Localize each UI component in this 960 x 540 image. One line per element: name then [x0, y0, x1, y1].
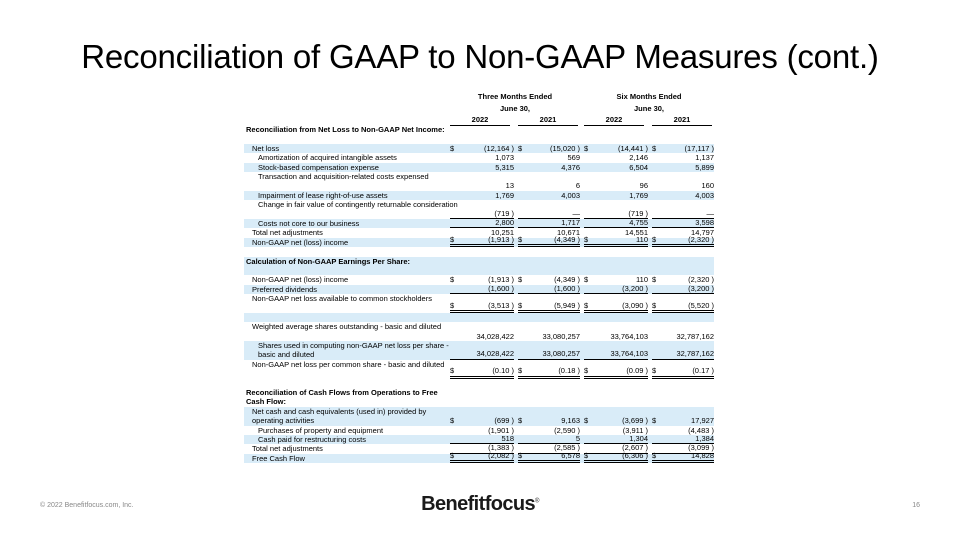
cell-value: (0.09 )	[626, 366, 648, 376]
currency-symbol: $	[584, 275, 589, 285]
header-sub-date: June 30,	[633, 104, 664, 113]
cell-value: (3,090 )	[622, 300, 648, 310]
cell-value: 34,028,422	[476, 349, 514, 359]
value-cell	[652, 349, 714, 359]
cell-value: 32,787,162	[676, 349, 714, 359]
value-cell	[652, 153, 714, 162]
cell-value: (719 )	[628, 208, 648, 218]
value-cell	[518, 349, 580, 359]
currency-symbol: $	[518, 300, 523, 310]
currency-symbol: $	[450, 234, 455, 244]
cell-value: 32,787,162	[676, 331, 714, 341]
page-title: Reconciliation of GAAP to Non-GAAP Measures (cont.)	[81, 38, 879, 75]
spacer	[244, 247, 714, 256]
row-label: Cash paid for restructuring costs	[258, 435, 366, 445]
cell-value: (15,020 )	[549, 143, 580, 153]
value-cell	[518, 218, 580, 228]
header-year: 2022	[450, 115, 510, 126]
row-label: Non-GAAP net (loss) income	[252, 237, 349, 247]
value-cell	[518, 301, 580, 313]
value-cell	[518, 284, 580, 294]
row-label: Purchases of property and equipment	[258, 425, 384, 435]
row-label: Non-GAAP net (loss) income	[252, 275, 349, 285]
currency-symbol: $	[652, 143, 657, 153]
value-cell	[450, 191, 514, 200]
value-cell	[584, 191, 648, 200]
cell-value: 3,598	[695, 217, 714, 227]
currency-symbol: $	[652, 450, 657, 460]
value-cell	[584, 235, 648, 247]
value-cell	[652, 301, 714, 313]
table-row	[244, 172, 714, 191]
table-row	[244, 294, 714, 313]
currency-symbol: $	[584, 366, 589, 376]
table-row	[244, 285, 714, 294]
cell-value: 96	[639, 181, 648, 191]
row-label: Total net adjustments	[252, 444, 323, 454]
cell-value: (1,600 )	[554, 283, 580, 293]
currency-symbol: $	[652, 416, 657, 426]
cell-value: 160	[701, 181, 714, 191]
cell-value: 10,671	[557, 228, 580, 238]
value-cell	[652, 284, 714, 294]
currency-symbol: $	[652, 275, 657, 285]
cell-value: (14,441 )	[617, 143, 648, 153]
cell-value: (1,901 )	[488, 425, 514, 435]
registered-mark: ®	[535, 498, 539, 505]
cell-value: (5,520 )	[688, 300, 714, 310]
table-row	[244, 144, 714, 153]
cell-value: —	[572, 208, 580, 218]
value-cell	[450, 349, 514, 359]
value-cell	[652, 144, 714, 153]
value-cell	[584, 163, 648, 172]
cell-value: (2,585 )	[554, 443, 580, 453]
currency-symbol: $	[450, 416, 455, 426]
cell-value: 1,137	[695, 153, 714, 163]
value-cell	[518, 163, 580, 172]
value-cell	[518, 416, 580, 425]
currency-symbol: $	[518, 416, 523, 426]
cell-value: 33,764,103	[610, 349, 648, 359]
cell-value: 6,504	[629, 162, 648, 172]
cell-value: 1,304	[629, 434, 648, 444]
cell-value: 33,080,257	[542, 349, 580, 359]
row-label: Weighted average shares outstanding - basic and diluted	[252, 322, 442, 332]
cell-value: 4,003	[695, 190, 714, 200]
table-row	[244, 360, 714, 379]
cell-value: (3,200 )	[688, 283, 714, 293]
value-cell	[518, 153, 580, 162]
row-label: Non-GAAP net loss available to common stockholders	[252, 294, 432, 304]
cell-value: 1,073	[495, 153, 514, 163]
value-cell	[652, 181, 714, 190]
currency-symbol: $	[450, 143, 455, 153]
cell-value: 6,578	[561, 450, 580, 460]
value-cell	[518, 235, 580, 247]
cell-value: 5	[575, 434, 580, 444]
value-cell	[450, 218, 514, 228]
cell-value: (3,200 )	[622, 283, 648, 293]
value-cell	[652, 191, 714, 200]
cell-value: (0.10 )	[492, 366, 514, 376]
row-label: Non-GAAP net loss per common share - basic and diluted	[252, 359, 445, 369]
row-label: Net loss	[252, 143, 280, 153]
currency-symbol: $	[584, 450, 589, 460]
row-label: Impairment of lease right-of-use assets	[258, 190, 388, 200]
cell-value: 2,146	[629, 153, 648, 163]
cell-value: 9,163	[561, 416, 580, 426]
currency-symbol: $	[652, 300, 657, 310]
table-row	[244, 322, 714, 341]
value-cell	[584, 416, 648, 425]
cell-value: (1,383 )	[488, 443, 514, 453]
currency-symbol: $	[584, 143, 589, 153]
page-number: 16	[912, 502, 920, 509]
reconciliation-table	[244, 90, 714, 463]
copyright-text: © 2022 Benefitfocus.com, Inc.	[40, 502, 134, 509]
spacer	[244, 313, 714, 322]
section-heading	[244, 257, 714, 276]
currency-symbol: $	[518, 143, 523, 153]
table-row	[244, 341, 714, 360]
value-cell	[584, 218, 648, 228]
cell-value: (2,320 )	[688, 234, 714, 244]
header-sub-date: June 30,	[499, 104, 530, 113]
benefitfocus-logo	[0, 493, 960, 516]
cell-value: (3,699 )	[622, 416, 648, 426]
table-row	[244, 219, 714, 228]
row-label: Costs not core to our business	[258, 218, 360, 228]
cell-value: 4,755	[629, 217, 648, 227]
value-cell	[450, 332, 514, 341]
row-label: Total net adjustments	[252, 228, 323, 238]
row-label: Shares used in computing non-GAAP net loss per share - basic and diluted	[258, 341, 449, 360]
cell-value: 33,764,103	[610, 331, 648, 341]
cell-value: (699 )	[494, 416, 514, 426]
header-year: 2021	[518, 115, 578, 126]
cell-value: (3,513 )	[488, 300, 514, 310]
value-cell	[584, 451, 648, 463]
cell-value: (1,913 )	[488, 275, 514, 285]
value-cell	[450, 366, 514, 378]
value-cell	[584, 144, 648, 153]
logo-text: Benefitfocus	[421, 493, 536, 515]
header-three-months: Three Months Ended	[477, 92, 553, 101]
cell-value: (2,320 )	[688, 275, 714, 285]
section-heading-label: Reconciliation from Net Loss to Non-GAAP Net Income:	[246, 125, 445, 134]
cell-value: (4,349 )	[554, 275, 580, 285]
value-cell	[652, 416, 714, 425]
spacer	[244, 379, 714, 388]
currency-symbol: $	[518, 275, 523, 285]
cell-value: 4,003	[561, 190, 580, 200]
section-heading-label: Reconciliation of Cash Flows from Operations to Free Cash Flow:	[246, 388, 438, 407]
cell-value: (12,164 )	[483, 143, 514, 153]
value-cell	[450, 163, 514, 172]
cell-value: 1,717	[561, 217, 580, 227]
cell-value: (5,949 )	[554, 300, 580, 310]
header-year: 2022	[584, 115, 644, 126]
currency-symbol: $	[584, 416, 589, 426]
cell-value: (2,590 )	[554, 425, 580, 435]
cell-value: 518	[501, 434, 514, 444]
cell-value: 13	[505, 181, 514, 191]
value-cell	[652, 163, 714, 172]
value-cell	[518, 144, 580, 153]
currency-symbol: $	[518, 450, 523, 460]
row-label: Free Cash Flow	[252, 453, 305, 463]
cell-value: 1,384	[695, 434, 714, 444]
value-cell	[450, 235, 514, 247]
currency-symbol: $	[450, 450, 455, 460]
cell-value: (3,911 )	[622, 425, 648, 435]
cell-value: 4,376	[561, 162, 580, 172]
cell-value: 17,927	[691, 416, 714, 426]
cell-value: (1,600 )	[488, 283, 514, 293]
cell-value: 33,080,257	[542, 331, 580, 341]
table-row	[244, 234, 714, 247]
value-cell	[450, 144, 514, 153]
cell-value: 569	[567, 153, 580, 163]
header-six-months: Six Months Ended	[616, 92, 682, 101]
value-cell	[518, 451, 580, 463]
row-label: Preferred dividends	[252, 284, 318, 294]
currency-symbol: $	[652, 234, 657, 244]
cell-value: 14,797	[691, 228, 714, 238]
table-header	[244, 90, 714, 125]
cell-value: 1,769	[629, 190, 648, 200]
cell-value: —	[706, 208, 714, 218]
header-year: 2021	[652, 115, 712, 126]
currency-symbol: $	[450, 300, 455, 310]
value-cell	[450, 301, 514, 313]
row-label: Change in fair value of contingently returnable consideration	[258, 200, 458, 210]
cell-value: 5,899	[695, 162, 714, 172]
cell-value: (719 )	[494, 208, 514, 218]
cell-value: (17,117 )	[684, 143, 714, 153]
cell-value: (0.18 )	[558, 366, 580, 376]
cell-value: (3,099 )	[688, 443, 714, 453]
cell-value: 2,800	[495, 217, 514, 227]
cell-value: (6,306 )	[622, 450, 648, 460]
value-cell	[450, 153, 514, 162]
row-label: Stock-based compensation expense	[258, 162, 379, 172]
table-row	[244, 450, 714, 463]
cell-value: 110	[636, 275, 648, 285]
value-cell	[584, 332, 648, 341]
value-cell	[652, 235, 714, 247]
currency-symbol: $	[584, 300, 589, 310]
table-row	[244, 407, 714, 426]
value-cell	[652, 451, 714, 463]
currency-symbol: $	[518, 366, 523, 376]
cell-value: (2,607 )	[622, 443, 648, 453]
value-cell	[652, 366, 714, 378]
currency-symbol: $	[652, 366, 657, 376]
table-row	[244, 191, 714, 200]
value-cell	[584, 301, 648, 313]
value-cell	[584, 349, 648, 359]
value-cell	[518, 332, 580, 341]
value-cell	[584, 366, 648, 378]
value-cell	[584, 153, 648, 162]
value-cell	[518, 366, 580, 378]
currency-symbol: $	[584, 234, 589, 244]
cell-value: 5,315	[495, 162, 514, 172]
section-heading-label: Calculation of Non-GAAP Earnings Per Share:	[246, 256, 411, 266]
currency-symbol: $	[518, 234, 523, 244]
cell-value: 10,251	[491, 228, 514, 238]
cell-value: (4,483 )	[688, 425, 714, 435]
cell-value: 14,551	[625, 228, 648, 238]
currency-symbol: $	[450, 366, 455, 376]
value-cell	[518, 191, 580, 200]
value-cell	[584, 284, 648, 294]
value-cell	[584, 181, 648, 190]
cell-value: (4,349 )	[554, 234, 580, 244]
value-cell	[652, 332, 714, 341]
value-cell	[652, 218, 714, 228]
cell-value: (0.17 )	[692, 366, 714, 376]
value-cell	[518, 181, 580, 190]
row-label: Net cash and cash equivalents (used in) provided by operating activities	[252, 406, 427, 426]
table-row	[244, 153, 714, 162]
cell-value: (1,913 )	[488, 234, 514, 244]
value-cell	[450, 451, 514, 463]
cell-value: (2,082 )	[488, 450, 514, 460]
cell-value: 14,828	[691, 450, 714, 460]
cell-value: 34,028,422	[476, 331, 514, 341]
table-row	[244, 163, 714, 172]
section-heading	[244, 125, 714, 144]
section-heading	[244, 388, 714, 407]
value-cell	[450, 284, 514, 294]
table-row	[244, 200, 714, 219]
cell-value: 6	[575, 181, 580, 191]
currency-symbol: $	[450, 275, 455, 285]
value-cell	[450, 181, 514, 190]
row-label: Amortization of acquired intangible assets	[258, 153, 397, 163]
cell-value: 1,769	[495, 190, 514, 200]
cell-value: 110	[636, 234, 648, 244]
row-label: Transaction and acquisition-related costs expensed	[258, 171, 429, 181]
value-cell	[450, 416, 514, 425]
